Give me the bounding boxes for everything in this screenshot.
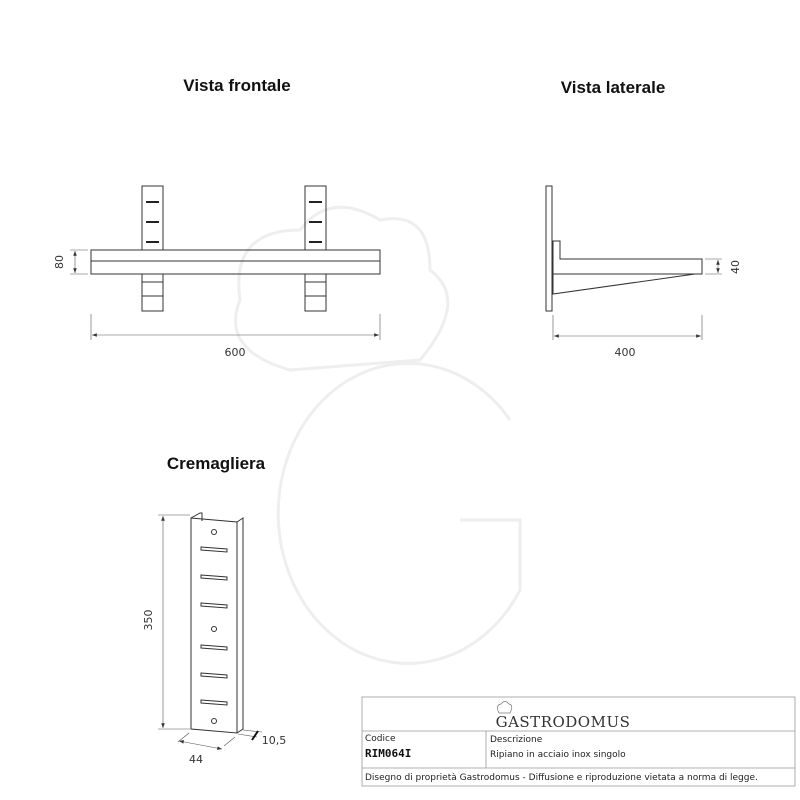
side-view-title: Vista laterale: [560, 78, 666, 97]
chef-hat-icon: [497, 702, 511, 714]
copyright-notice: Disegno di proprietà Gastrodomus - Diffusione e riproduzione vietata a norma di legge.: [365, 773, 758, 783]
watermark-logo: [236, 207, 520, 663]
front-width-dimension: 600: [224, 346, 246, 359]
side-depth-dimension: 400: [614, 346, 636, 359]
description-value: Ripiano in acciaio inox singolo: [490, 750, 626, 760]
company-logo: GASTRODOMUS: [495, 713, 631, 731]
front-height-dimension: 80: [53, 255, 66, 269]
side-view: [546, 186, 722, 340]
rack-width-dimension: 44: [189, 753, 203, 766]
rack-view: [158, 513, 262, 749]
code-value: RIM064I: [365, 747, 412, 760]
rack-height-dimension: 350: [142, 609, 155, 631]
front-view-title: Vista frontale: [183, 76, 291, 95]
rack-title: Cremagliera: [166, 454, 266, 473]
code-label: Codice: [365, 734, 396, 744]
side-height-dimension: 40: [729, 260, 742, 274]
rack-depth-dimension: 10,5: [261, 734, 287, 747]
description-label: Descrizione: [490, 735, 543, 745]
